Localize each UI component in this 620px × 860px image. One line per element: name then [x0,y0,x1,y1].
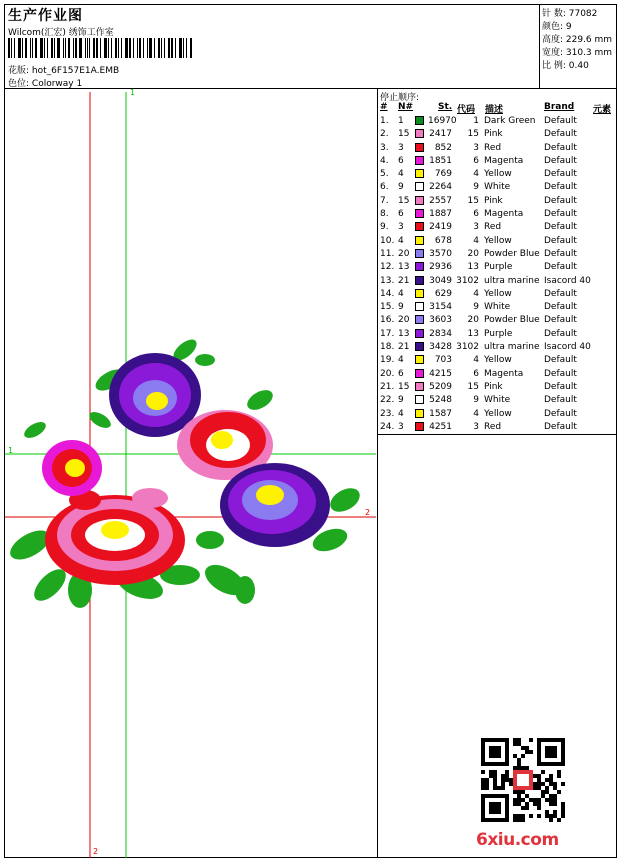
row-description: Purple [484,262,513,273]
row-needle: 13 [398,262,410,273]
company-name: Wilcom(汇宏) 绣饰工作室 [8,28,114,38]
row-stitches: 1587 [429,408,452,419]
row-description: Yellow [484,408,512,419]
row-brand: Default [544,129,577,140]
red-guide-label-right: 2 [365,508,371,517]
row-description: Yellow [484,288,512,299]
row-index: 9. [380,222,389,233]
row-index: 18. [380,342,395,353]
row-brand: Default [544,288,577,299]
row-description: Yellow [484,355,512,366]
design-value: hot_6F157E1A.EMB [31,66,120,76]
row-brand: Default [544,116,577,126]
row-brand: Default [544,262,577,273]
row-stitches: 3049 [429,275,452,286]
row-code: 3 [473,421,479,432]
row-description: Purple [484,328,513,339]
row-index: 2. [380,129,389,140]
row-code: 4 [473,235,479,246]
row-code: 20 [467,248,479,259]
row-stitches: 3603 [429,315,452,326]
row-stitches: 1887 [429,209,452,220]
row-index: 21. [380,381,395,392]
row-index: 11. [380,248,395,259]
row-index: 23. [380,408,395,419]
row-code: 9 [473,182,479,193]
row-description: Magenta [484,368,524,379]
row-needle: 6 [398,155,404,166]
row-code: 20 [467,315,479,326]
row-brand: Default [544,408,577,419]
row-description: Magenta [484,209,524,220]
row-index: 16. [380,315,395,326]
row-needle: 3 [398,142,404,153]
row-needle: 9 [398,182,404,193]
row-description: Red [484,222,502,233]
row-code: 6 [473,368,479,379]
row-index: 19. [380,355,395,366]
row-index: 6. [380,182,389,193]
row-description: ultra marine [484,342,540,353]
row-stitches: 16970 [428,116,457,126]
row-code: 3102 [456,275,479,286]
row-needle: 21 [398,342,410,353]
row-stitches: 2834 [429,328,452,339]
row-description: Pink [484,195,503,206]
design-height: 高度: 229.6 mm [542,35,613,45]
row-brand: Default [544,142,577,153]
col-header-index: # [380,102,388,112]
row-stitches: 4251 [429,421,452,432]
page-title: 生产作业图 [8,8,83,24]
row-brand: Isacord 40 [544,275,591,286]
row-code: 9 [473,302,479,313]
row-description: Powder Blue [484,315,540,326]
row-needle: 9 [398,395,404,406]
qr-code [481,738,565,822]
row-code: 6 [473,155,479,166]
row-code: 13 [467,328,479,339]
row-brand: Default [544,248,577,259]
row-stitches: 2557 [429,195,452,206]
row-index: 20. [380,368,395,379]
row-code: 6 [473,209,479,220]
row-needle: 4 [398,355,404,366]
row-description: Yellow [484,169,512,180]
row-description: Magenta [484,155,524,166]
green-guide-label-top: 1 [130,88,136,97]
row-description: ultra marine [484,275,540,286]
row-code: 4 [473,408,479,419]
row-needle: 3 [398,222,404,233]
row-brand: Default [544,182,577,193]
row-brand: Default [544,169,577,180]
row-description: Dark Green [484,116,536,126]
row-code: 9 [473,395,479,406]
row-index: 12. [380,262,395,273]
row-code: 3 [473,142,479,153]
row-stitches: 5248 [429,395,452,406]
row-index: 15. [380,302,395,313]
col-header-element: 元素 [593,105,612,115]
row-needle: 6 [398,368,404,379]
design-width: 宽度: 310.3 mm [542,48,613,58]
row-needle: 4 [398,288,404,299]
colorway-label: 色位: [8,79,30,89]
stitch-count: 针 数: 77082 [542,9,598,19]
row-needle: 20 [398,248,410,259]
row-brand: Default [544,195,577,206]
row-needle: 4 [398,408,404,419]
row-brand: Default [544,222,577,233]
color-count: 颜色: 9 [542,22,572,32]
row-stitches: 3154 [429,302,452,313]
row-index: 14. [380,288,395,299]
row-stitches: 2419 [429,222,452,233]
row-needle: 4 [398,169,404,180]
row-index: 3. [380,142,389,153]
row-index: 22. [380,395,395,406]
row-code: 15 [467,381,479,392]
row-brand: Default [544,302,577,313]
row-code: 3 [473,222,479,233]
row-index: 1. [380,116,389,126]
row-needle: 3 [398,421,404,432]
green-guide-label-left: 1 [8,446,14,455]
stop-sequence-title: 停止顺序: [380,93,420,103]
row-code: 4 [473,169,479,180]
design-label: 花版: [8,66,30,76]
row-code: 4 [473,355,479,366]
row-stitches: 2936 [429,262,452,273]
row-brand: Isacord 40 [544,342,591,353]
row-brand: Default [544,209,577,220]
row-needle: 13 [398,328,410,339]
row-needle: 21 [398,275,410,286]
row-code: 3102 [456,342,479,353]
row-needle: 1 [398,116,404,126]
row-needle: 20 [398,315,410,326]
row-stitches: 703 [434,355,452,366]
row-description: White [484,395,511,406]
row-brand: Default [544,235,577,246]
row-brand: Default [544,421,577,432]
row-stitches: 2264 [429,182,452,193]
col-header-brand: Brand [544,102,575,112]
row-description: White [484,302,511,313]
row-index: 17. [380,328,395,339]
row-stitches: 4215 [429,368,452,379]
row-needle: 9 [398,302,404,313]
row-stitches: 2417 [429,129,452,140]
row-brand: Default [544,155,577,166]
row-stitches: 5209 [429,381,452,392]
row-needle: 15 [398,381,410,392]
row-index: 4. [380,155,389,166]
col-header-description: 描述 [485,105,504,115]
design-scale: 比 例: 0.40 [542,61,589,71]
row-description: Pink [484,129,503,140]
row-index: 8. [380,209,389,220]
row-stitches: 3428 [429,342,452,353]
row-index: 24. [380,421,395,432]
row-stitches: 3570 [429,248,452,259]
red-guide-label-bottom: 2 [93,847,99,856]
watermark: 6xiu.com [476,830,559,850]
row-brand: Default [544,328,577,339]
row-needle: 6 [398,209,404,220]
row-needle: 4 [398,235,404,246]
colorway-value: Colorway 1 [31,79,83,89]
row-index: 5. [380,169,389,180]
row-needle: 15 [398,129,410,140]
row-description: Red [484,142,502,153]
row-index: 7. [380,195,389,206]
row-brand: Default [544,395,577,406]
col-header-code: 代码 [457,105,476,115]
row-stitches: 629 [434,288,452,299]
row-code: 15 [467,129,479,140]
row-needle: 15 [398,195,410,206]
row-brand: Default [544,368,577,379]
col-header-needle: N# [398,102,414,112]
row-description: White [484,182,511,193]
row-brand: Default [544,355,577,366]
row-index: 10. [380,235,395,246]
row-stitches: 1851 [429,155,452,166]
row-description: Yellow [484,235,512,246]
row-description: Pink [484,381,503,392]
row-code: 15 [467,195,479,206]
embroidery-design [5,336,363,608]
row-brand: Default [544,315,577,326]
row-code: 4 [473,288,479,299]
row-description: Red [484,421,502,432]
row-index: 13. [380,275,395,286]
row-stitches: 769 [434,169,452,180]
col-header-stitches: St. [438,102,453,112]
row-stitches: 852 [434,142,452,153]
row-stitches: 678 [434,235,452,246]
row-description: Powder Blue [484,248,540,259]
row-code: 13 [467,262,479,273]
row-brand: Default [544,381,577,392]
row-code: 1 [473,116,479,126]
